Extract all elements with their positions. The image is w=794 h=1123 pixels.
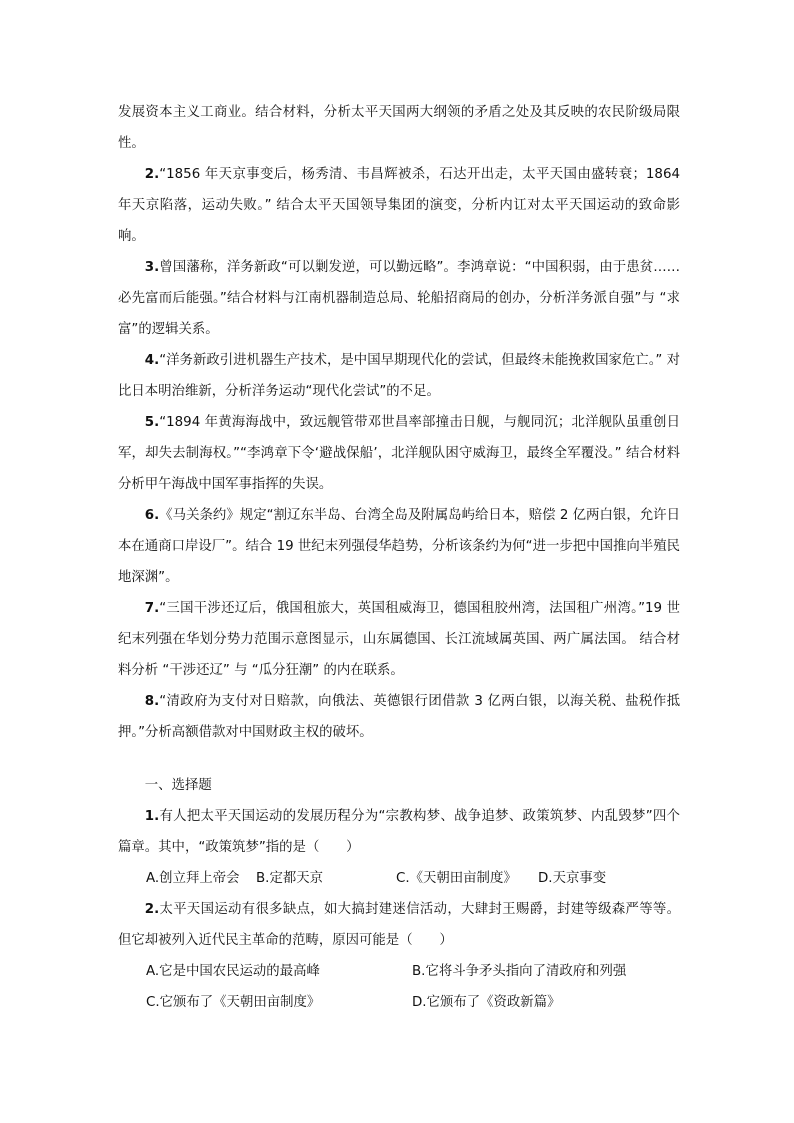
question-text: “洋务新政引进机器生产技术，是中国早期现代化的尝试，但最终未能挽救国家危亡。” 对比日本明治维新，分析洋务运动“现代化尝试”的不足。 [118,353,680,399]
document-body [118,97,680,1018]
question-number: 4. [144,353,160,368]
question-number: 1. [144,809,160,824]
question-number: 7. [144,601,160,616]
question-number: 6. [144,508,160,523]
option-c: C.它颁布了《天朝田亩制度》 [146,995,321,1010]
question-number: 3. [144,260,160,275]
question-number: 2. [144,167,160,182]
answer-options [118,863,680,894]
question-text: “1856 年天京事变后，杨秀清、韦昌辉被杀，石达开出走，太平天国由盛转衰；1864 年天京陷落，运动失败。” 结合太平天国领导集团的演变，分析内讧对太平天国运动的致命影响。 [118,167,680,244]
question-text: “三国干涉还辽后，俄国租旅大，英国租威海卫，德国租胶州湾，法国租广州湾。”19 世纪末列强在华划分势力范围示意图显示，山东属德国、长江流域属英国、两广属法国。 结合材料分析 “干涉还辽” 与 “瓜分狂潮” 的内在联系。 [118,601,680,678]
short-answer-question-7 [118,593,680,686]
option-a: A.创立拜上帝会 [146,871,240,886]
option-b: B.它将斗争矛头指向了清政府和列强 [412,964,627,979]
option-a: A.它是中国农民运动的最高峰 [146,964,320,979]
answer-options [118,956,680,1018]
option-c: C.《天朝田亩制度》 [396,871,517,886]
question-text: “1894 年黄海海战中，致远舰管带邓世昌率部撞击日舰，与舰同沉；北洋舰队虽重创日军，却失去制海权。”“李鸿章下令‘避战保船’，北洋舰队困守威海卫，最终全军覆没。” 结合材料分析甲午海战中国军事指挥的失误。 [118,415,680,492]
question-text: 太平天国运动有很多缺点，如大搞封建迷信活动，大肆封王赐爵，封建等级森严等等。但它却被列入近代民主革命的范畴，原因可能是（ ） [118,902,680,948]
short-answer-question-8 [118,686,680,748]
section-heading: 一、选择题 [144,778,212,793]
short-answer-question-4 [118,345,680,407]
question-text: “清政府为支付对日赔款，向俄法、英德银行团借款 3 亿两白银，以海关税、盐税作抵押。”分析高额借款对中国财政主权的破坏。 [118,694,680,740]
option-d: D.天京事变 [538,871,607,886]
paragraph-continuation [118,97,680,159]
short-answer-question-5 [118,407,680,500]
option-b: B.定都天京 [256,871,324,886]
multiple-choice-question-1 [118,801,680,863]
short-answer-question-3 [118,252,680,345]
option-d: D.它颁布了《资政新篇》 [412,995,561,1010]
question-text: 有人把太平天国运动的发展历程分为“宗教构梦、战争追梦、政策筑梦、内乱毁梦”四个篇章。其中，“政策筑梦”指的是（ ） [118,809,680,855]
question-text: 《马关条约》规定“割辽东半岛、台湾全岛及附属岛屿给日本，赔偿 2 亿两白银，允许日本在通商口岸设厂”。结合 19 世纪末列强侵华趋势，分析该条约为何“进一步把中国推向半殖民地深渊”。 [118,508,680,585]
question-number: 8. [144,694,160,709]
short-answer-question-2 [118,159,680,252]
paragraph-text: 发展资本主义工商业。结合材料，分析太平天国两大纲领的矛盾之处及其反映的农民阶级局限性。 [118,105,680,151]
multiple-choice-question-2 [118,894,680,956]
question-text: 曾国藩称，洋务新政“可以剿发逆，可以勤远略”。李鸿章说：“中国积弱，由于患贫……必先富而后能强。”结合材料与江南机器制造总局、轮船招商局的创办，分析洋务派自强”与 “求富”的逻辑关系。 [118,260,680,337]
question-number: 2. [144,902,160,917]
question-number: 5. [144,415,160,430]
short-answer-question-6 [118,500,680,593]
